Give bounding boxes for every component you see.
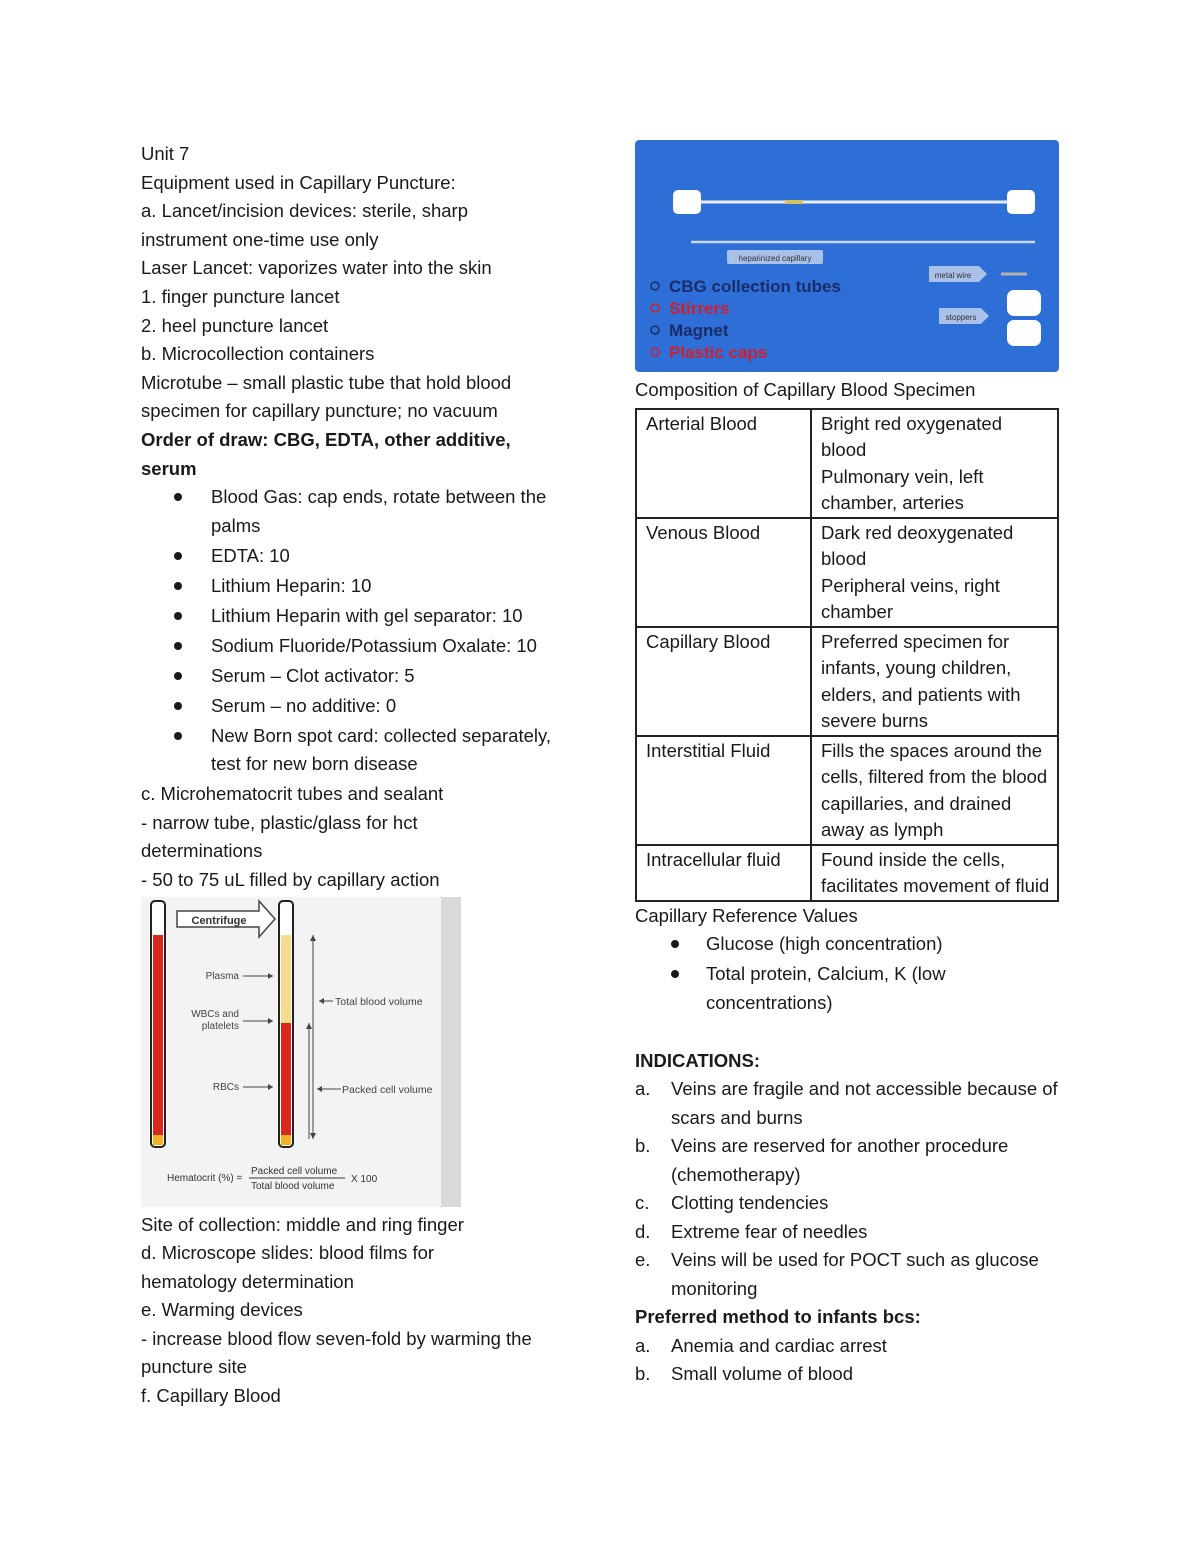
centrifuge-label: Centrifuge <box>191 914 247 927</box>
microcollection-line: b. Microcollection containers <box>141 343 375 365</box>
reference-list <box>635 930 1065 1017</box>
equipment-heading: Equipment used in Capillary Puncture: <box>141 171 456 193</box>
list-item: Sodium Fluoride/Potassium Oxalate: 10 <box>141 632 581 661</box>
list-item: b. Small volume of blood <box>635 1363 854 1385</box>
preferred-title: Preferred method to infants bcs: <box>635 1306 921 1328</box>
hct-desc-line-1: - narrow tube, plastic/glass for hct <box>141 811 418 833</box>
list-item: Total protein, Calcium, K (low concentrations) <box>635 960 1065 1017</box>
indications-title: INDICATIONS: <box>635 1049 761 1071</box>
list-item: Lithium Heparin: 10 <box>141 572 581 601</box>
slides-line-1: d. Microscope slides: blood films for <box>141 1242 435 1264</box>
stoppers-label: stoppers <box>945 313 977 322</box>
table-row <box>636 409 1058 518</box>
packed-volume-label: Packed cell volume <box>342 1083 433 1096</box>
table-cell: Bright red oxygenated blood Pulmonary vein, left chamber, arteries <box>811 409 1058 518</box>
heel-lancet-line: 2. heel puncture lancet <box>141 314 329 336</box>
warming-desc-1: - increase blood flow seven-fold by warming the <box>141 1327 532 1349</box>
formula-left: Hematocrit (%) = <box>167 1172 243 1184</box>
equipment-photo <box>635 140 1059 372</box>
lancet-line-1: a. Lancet/incision devices: sterile, sharp <box>141 200 469 222</box>
composition-title: Composition of Capillary Blood Specimen <box>635 379 976 400</box>
microtube-line-2: specimen for capillary puncture; no vacuum <box>141 400 498 422</box>
list-item: e. Veins will be used for POCT such as glucose monitoring <box>635 1249 1039 1299</box>
list-item: a. Anemia and cardiac arrest <box>635 1334 887 1356</box>
formula-denominator: Total blood volume <box>251 1180 335 1192</box>
reference-title: Capillary Reference Values <box>635 904 858 926</box>
table-cell: Fills the spaces around the cells, filtered from the blood capillaries, and drained away as lymph <box>811 736 1058 845</box>
photo-item-magnet: Magnet <box>669 321 729 340</box>
warming-line: e. Warming devices <box>141 1299 303 1321</box>
list-item: New Born spot card: collected separately, test for new born disease <box>141 722 581 779</box>
hematocrit-figure <box>141 897 461 1207</box>
right-column <box>635 140 1065 1389</box>
photo-item-stirrers: Stirrers <box>669 299 730 318</box>
lancet-line-2: instrument one-time use only <box>141 228 379 250</box>
photo-item-cbg: CBG collection tubes <box>669 277 841 296</box>
hct-desc-line-2: determinations <box>141 840 263 862</box>
left-column <box>141 140 581 1411</box>
table-cell: Dark red deoxygenated blood Peripheral veins, right chamber <box>811 518 1058 627</box>
hct-desc-line-3: - 50 to 75 uL filled by capillary action <box>141 868 440 890</box>
preferred-list <box>635 1332 1065 1389</box>
list-item: EDTA: 10 <box>141 542 581 571</box>
composition-table <box>635 408 1059 902</box>
table-row <box>636 845 1058 901</box>
order-of-draw-list <box>141 483 581 779</box>
formula-right: X 100 <box>351 1173 378 1185</box>
finger-lancet-line: 1. finger puncture lancet <box>141 285 340 307</box>
laser-lancet-line: Laser Lancet: vaporizes water into the skin <box>141 257 492 279</box>
rbc-label: RBCs <box>212 1081 239 1093</box>
list-item: d. Extreme fear of needles <box>635 1220 868 1242</box>
capillary-blood-line: f. Capillary Blood <box>141 1385 281 1407</box>
table-row <box>636 518 1058 627</box>
table-row <box>636 627 1058 736</box>
table-cell: Capillary Blood <box>636 627 811 736</box>
formula-numerator: Packed cell volume <box>251 1165 338 1177</box>
table-cell: Venous Blood <box>636 518 811 627</box>
table-cell: Preferred specimen for infants, young children, elders, and patients with severe burns <box>811 627 1058 736</box>
list-item: Serum – no additive: 0 <box>141 692 581 721</box>
table-cell: Interstitial Fluid <box>636 736 811 845</box>
wbc-label-2: platelets <box>201 1020 239 1032</box>
list-item: Lithium Heparin with gel separator: 10 <box>141 602 581 631</box>
list-item: a. Veins are fragile and not accessible because of scars and burns <box>635 1078 1058 1128</box>
warming-desc-2: puncture site <box>141 1356 247 1378</box>
table-cell: Found inside the cells, facilitates movement of fluid <box>811 845 1058 901</box>
wbc-label-1: WBCs and <box>191 1008 239 1020</box>
microtube-line-1: Microtube – small plastic tube that hold blood <box>141 371 512 393</box>
metal-wire-label: metal wire <box>934 271 972 280</box>
unit-title: Unit 7 <box>141 143 190 164</box>
slides-line-2: hematology determination <box>141 1270 354 1292</box>
table-cell: Intracellular fluid <box>636 845 811 901</box>
photo-item-caps: Plastic caps <box>669 343 768 362</box>
microhematocrit-line: c. Microhematocrit tubes and sealant <box>141 783 444 805</box>
site-of-collection: Site of collection: middle and ring finger <box>141 1213 464 1235</box>
list-item: Blood Gas: cap ends, rotate between the palms <box>141 483 581 540</box>
list-item: c. Clotting tendencies <box>635 1192 829 1214</box>
plasma-label: Plasma <box>205 970 239 982</box>
capillary-label: heparinized capillary <box>738 254 812 263</box>
table-cell: Arterial Blood <box>636 409 811 518</box>
list-item: Serum – Clot activator: 5 <box>141 662 581 691</box>
order-of-draw-line-1: Order of draw: CBG, EDTA, other additive, <box>141 428 511 450</box>
indications-list <box>635 1075 1065 1303</box>
total-volume-label: Total blood volume <box>335 995 423 1008</box>
list-item: Glucose (high concentration) <box>635 930 1065 959</box>
list-item: b. Veins are reserved for another procedure (chemotherapy) <box>635 1135 1009 1185</box>
table-row <box>636 736 1058 845</box>
order-of-draw-line-2: serum <box>141 457 197 479</box>
